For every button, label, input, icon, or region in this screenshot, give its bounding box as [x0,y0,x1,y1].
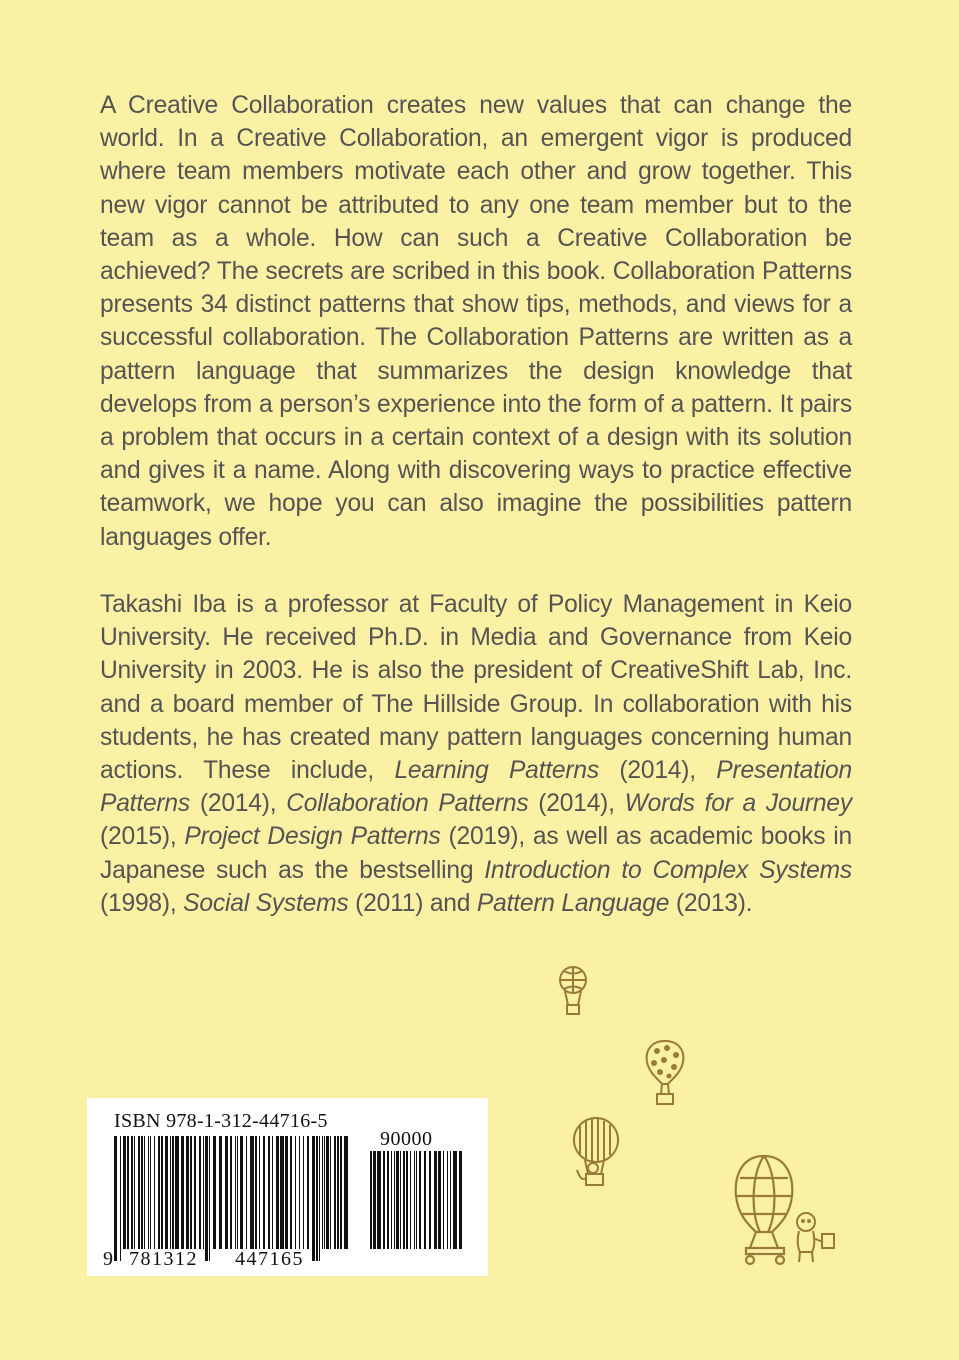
barcode-bar [324,1136,325,1249]
barcode-bar [285,1136,288,1249]
barcode-bar [453,1151,457,1249]
barcode-bar [383,1151,385,1249]
barcode-bar [175,1136,179,1249]
ean-barcode [114,1136,354,1261]
author-bio: Takashi Iba is a professor at Faculty of Policy Management in Keio University. He received Ph.D. in Media and Governance from Keio University in 2003. He is also the president of CreativeShift Lab, Inc. and a board member of The Hillside Group. In collaboration with his students, he has created many pattern languages concerning human actions. These include, Learning Patterns (2014), Presentation Patterns (2014), Collaboration Patterns (2014), Words for a Journey (2015), Project Design Patterns (2019), as well as academic books in Japanese such as the bestselling Introduction to Complex Systems (1998), Social Systems (2011) and Pattern Language (2013). [100,591,853,917]
price-code: 90000 [380,1128,433,1150]
barcode-bar [443,1151,444,1249]
barcode-bar [403,1151,405,1249]
book-description: A Creative Collaboration creates new values that can change the world. In a Creative Collaboration, an emergent vigor is produced where team members motivate each other and grow together. This new vigor cannot be attributed to any one team member but to the team as a whole. How can such a Creative Collaboration be achieved? The secrets are scribed in this book. Collaboration Patterns presents 34 distinct patterns that show tips, methods, and views for a successful collaboration. The Collaboration Patterns are written as a pattern language that summarizes the design knowledge that develops from a person’s experience into the form of a pattern. It pairs a problem that occurs in a certain context of a design with its solution and gives it a name. Along with discovering ways to practice effective teamwork, we hope you can also imagine the possibilities pattern languages offer. [100,92,852,551]
isbn-label: ISBN 978-1-312-44716-5 [114,1110,328,1132]
barcode-bar [170,1136,171,1249]
barcode-bar [237,1136,238,1249]
barcode-bar [334,1136,336,1249]
book-title: Words for a Journey [624,790,852,818]
hot-air-balloon-icon [566,1112,622,1192]
barcode-bar [410,1151,411,1249]
barcode-bar [219,1136,222,1249]
hot-air-balloon-icon [553,964,593,1022]
barcode-bar [144,1136,145,1249]
barcode-bar [312,1136,315,1261]
barcode-bar [120,1136,121,1261]
barcode-bar [194,1136,196,1249]
barcode-bar [322,1136,323,1249]
barcode-bar [377,1151,381,1249]
barcode-bar [429,1151,431,1249]
barcode-block [87,1098,488,1276]
barcode-bar [416,1151,417,1249]
barcode-bar [307,1136,309,1249]
barcode-bar [172,1136,174,1249]
barcode-bar [141,1136,143,1249]
barcode-bar [199,1136,201,1249]
barcode-bar [319,1136,320,1261]
barcode-bar [114,1136,117,1261]
book-title: Collaboration Patterns [286,790,529,818]
book-title: Social Systems [183,889,349,917]
barcode-bar [205,1136,208,1261]
barcode-bar [438,1151,441,1249]
barcode-bar [148,1136,149,1249]
barcode-bar [263,1136,265,1249]
barcode-bar [394,1151,395,1249]
barcode-bar [400,1151,401,1249]
ean-right-digits: 447165 [235,1248,304,1270]
barcode-bar [316,1136,318,1261]
barcode-bar [230,1136,232,1249]
barcode-bar [138,1136,140,1249]
barcode-bar [406,1151,408,1249]
barcode-bar [330,1136,331,1249]
barcode-bar [370,1151,372,1249]
barcode-bar [213,1136,216,1249]
barcode-bar [203,1136,204,1249]
barcode-bar [326,1136,329,1249]
barcode-bar [134,1136,135,1249]
barcode-bar [373,1151,376,1249]
barcode-bar [154,1136,155,1249]
barcode-bar [295,1136,296,1249]
barcode-bar [299,1136,300,1249]
addon-barcode [370,1151,465,1261]
barcode-bar [158,1136,160,1249]
barcode-bar [165,1136,168,1249]
barcode-bar [434,1151,437,1249]
barcode-bar [290,1136,292,1249]
barcode-bar [344,1136,348,1249]
barcode-bar [255,1136,257,1249]
book-title: Introduction to Complex Systems [484,856,853,884]
barcode-bar [387,1151,389,1249]
barcode-bar [259,1136,260,1249]
barcode-bar [396,1151,399,1249]
barcode-bar [450,1151,451,1249]
barcode-bar [391,1151,392,1249]
barcode-bar [280,1136,284,1249]
hot-air-balloon-icon [642,1038,688,1110]
barcode-bar [240,1136,243,1249]
ean-first-digit: 9 [103,1248,115,1270]
barcode-bar [447,1151,448,1249]
barcode-bar [337,1136,339,1249]
barcode-bar [459,1151,462,1249]
barcode-bar [150,1136,151,1249]
barcode-bar [161,1136,163,1249]
child-figure-icon [790,1210,838,1270]
barcode-bar [414,1151,415,1249]
book-title: Presentation Patterns [100,757,852,818]
barcode-bar [186,1136,189,1249]
barcode-bar [246,1136,247,1249]
barcode-bar [235,1136,236,1249]
barcode-bar [209,1136,210,1261]
barcode-bar [225,1136,228,1249]
barcode-bar [424,1151,426,1249]
barcode-bar [340,1136,342,1249]
barcode-bar [190,1136,192,1249]
barcode-bar [303,1136,304,1249]
barcode-bar [276,1136,279,1249]
barcode-bar [181,1136,184,1249]
barcode-bar [131,1136,133,1249]
barcode-bar [272,1136,273,1249]
ean-left-digits: 781312 [129,1248,198,1270]
barcode-bar [250,1136,254,1249]
book-title: Pattern Language [476,889,670,917]
barcode-bar [268,1136,270,1249]
barcode-bar [419,1151,421,1249]
barcode-bar [123,1136,126,1249]
book-title: Learning Patterns [394,757,599,785]
barcode-bar [127,1136,129,1249]
book-title: Project Design Patterns [184,823,441,851]
